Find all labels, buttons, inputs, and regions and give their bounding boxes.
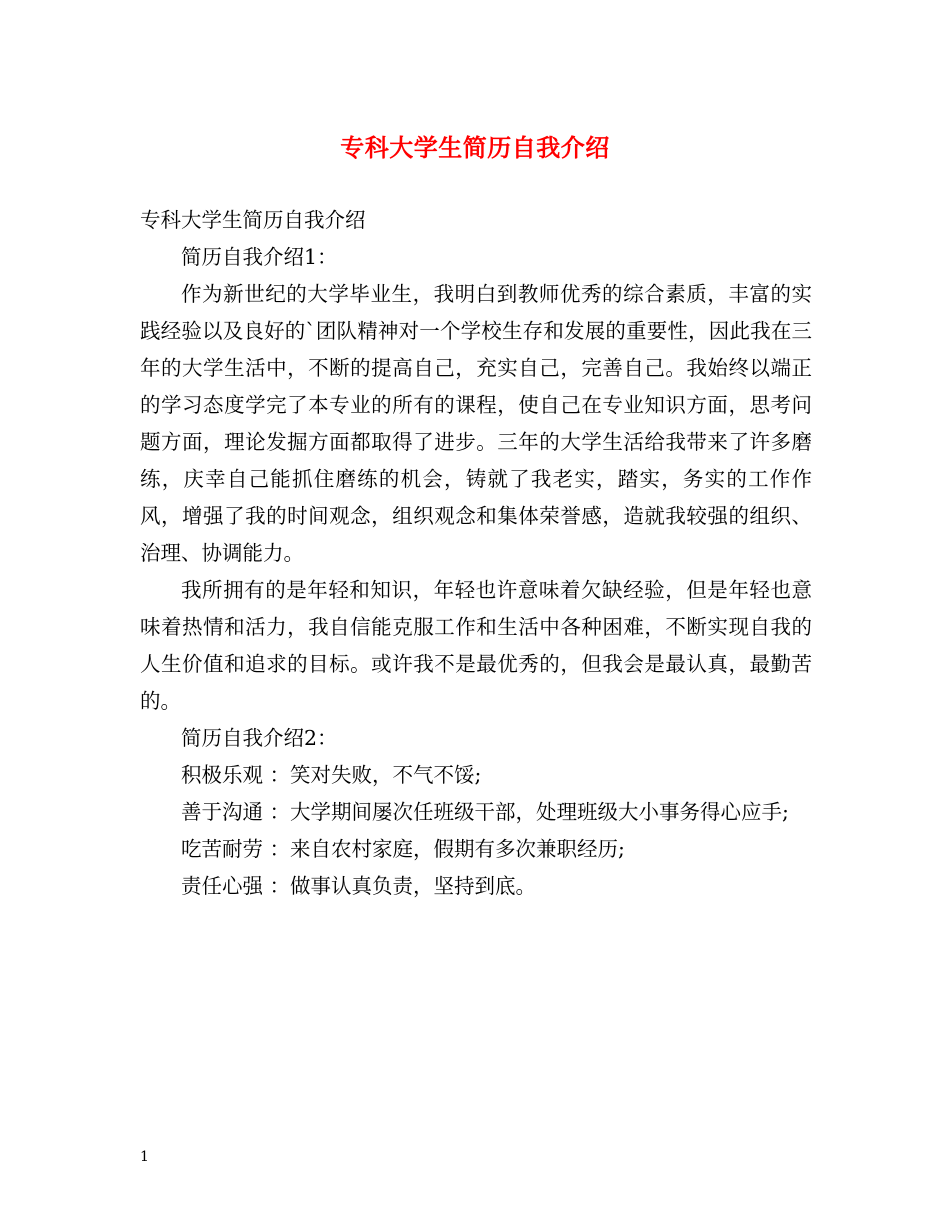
document-body — [140, 202, 812, 905]
section-heading-1: 简历自我介绍1： — [181, 245, 338, 269]
subtitle-paragraph: 专科大学生简历自我介绍 — [140, 208, 366, 232]
section-heading-2: 简历自我介绍2： — [181, 726, 338, 750]
page-number: 1 — [140, 1149, 149, 1165]
trait-item-3: 吃苦耐劳 ：来自农村家庭，假期有多次兼职经历; — [181, 837, 625, 861]
trait-item-2: 善于沟通 ：大学期间屡次任班级干部，处理班级大小事务得心应手; — [181, 800, 789, 824]
body-paragraph-2: 我所拥有的是年轻和知识，年轻也许意味着欠缺经验，但是年轻也意味着热情和活力，我自信能克服工作和生活中各种困难，不断实现自我的人生价值和追求的目标。或许我不是最优秀的，但我会是最认真，最勤苦的。 — [140, 578, 812, 713]
trait-item-4: 责任心强 ：做事认真负责，坚持到底。 — [181, 874, 537, 898]
trait-item-1: 积极乐观 ：笑对失败，不气不馁; — [181, 763, 482, 787]
body-paragraph-1: 作为新世纪的大学毕业生，我明白到教师优秀的综合素质，丰富的实践经验以及良好的`团队精神对一个学校生存和发展的重要性，因此我在三年的大学生活中，不断的提高自己，充实自己，完善自己。我始终以端正的学习态度学完了本专业的所有的课程，使自己在专业知识方面，思考问题方面，理论发掘方面都取得了进步。三年的大学生活给我带来了许多磨练，庆幸自己能抓住磨练的机会，铸就了我老实，踏实，务实的工作作风，增强了我的时间观念，组织观念和集体荣誉感，造就我较强的组织、治理、协调能力。 — [140, 282, 812, 565]
document-title: 专科大学生简历自我介绍 — [340, 133, 610, 162]
